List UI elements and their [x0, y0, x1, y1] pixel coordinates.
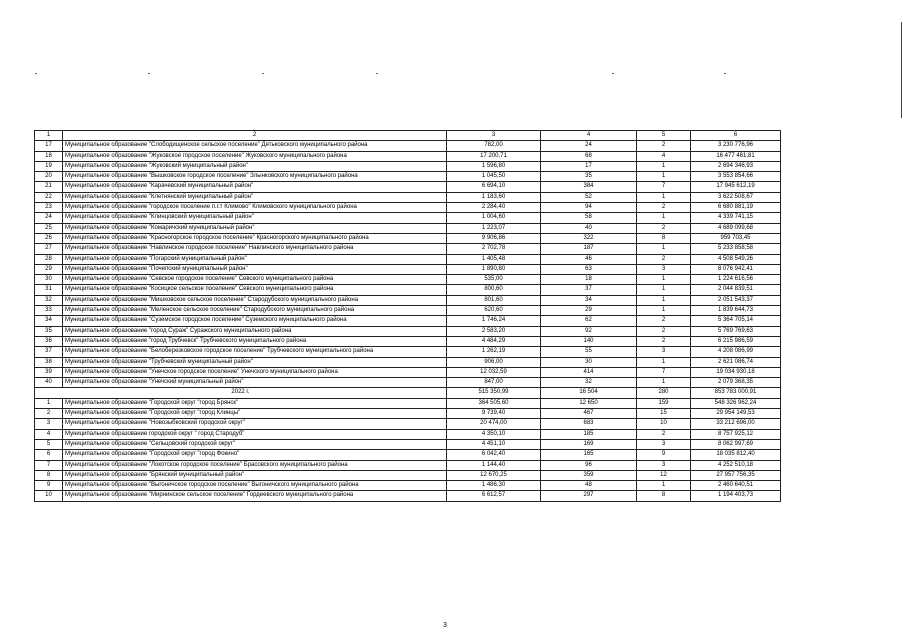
table-cell: 1 194 403,73 [691, 491, 781, 501]
table-cell: Муниципальное образование "Вышковское городское поселение" Злынковского муниципального района [63, 172, 447, 182]
table-cell: 1 262,19 [447, 347, 541, 357]
table-cell: 34 [541, 295, 637, 305]
table-cell: 6 680 881,19 [691, 203, 781, 213]
scan-speck [376, 73, 378, 74]
table-cell: 2 284,40 [447, 203, 541, 213]
table-cell: 2 460 640,51 [691, 481, 781, 491]
table-cell: 16 477 461,81 [691, 151, 781, 161]
table-cell: 6 694,10 [447, 182, 541, 192]
table-cell: 2 621 086,74 [691, 357, 781, 367]
table-cell: Муниципальное образование "Мишковское сельское поселение" Стародубского муниципального района [63, 295, 447, 305]
table-cell: Муниципальное образование "Слободищенское сельское поселение" Дятьковского муниципального района [63, 141, 447, 151]
table-cell: 24 [541, 141, 637, 151]
table-row [35, 367, 781, 377]
table-cell: Муниципальное образование "Белоберезковское городское поселение" Трубчевского муниципального района [63, 347, 447, 357]
table-cell: 4 339 741,15 [691, 213, 781, 223]
table-row [35, 378, 781, 388]
table-cell: 2 079 368,35 [691, 378, 781, 388]
table-cell: 34 [35, 316, 63, 326]
table-cell: Муниципальное образование "Мирнинское сельское поселение" Гордеевского муниципального района [63, 491, 447, 501]
table-cell: 5 769 769,63 [691, 326, 781, 336]
scan-speck [262, 73, 264, 74]
table-cell: 1 [637, 357, 691, 367]
table-cell: 3 [35, 419, 63, 429]
table-cell: 2 [637, 429, 691, 439]
table-cell: Муниципальное образование "Севское городское поселение" Севского муниципального района [63, 275, 447, 285]
table-cell: Муниципальное образование "Жуковский муниципальный район" [63, 161, 447, 171]
table-cell: 18 035 812,40 [691, 450, 781, 460]
table-cell: 63 [541, 264, 637, 274]
header-cell: 6 [691, 131, 781, 141]
table-cell: Муниципальное образование "Меленское сельское поселение" Стародубского муниципального района [63, 306, 447, 316]
table-cell: Муниципальное образование "Унечский муниципальный район" [63, 378, 447, 388]
table-cell: 20 [35, 172, 63, 182]
table-row [35, 429, 781, 439]
table-cell: 4 508 549,26 [691, 254, 781, 264]
table-row [35, 439, 781, 449]
table-cell: 38 [35, 357, 63, 367]
table-cell: 12 032,59 [447, 367, 541, 377]
column-number-row [35, 131, 781, 141]
table-row [35, 306, 781, 316]
header-cell: 5 [637, 131, 691, 141]
table-row [35, 254, 781, 264]
table-cell: 1 890,80 [447, 264, 541, 274]
table-cell: 165 [541, 450, 637, 460]
table-cell: 12 650 [541, 398, 637, 408]
table-cell: Муниципальное образование "Брянский муниципальный район" [63, 470, 447, 480]
table-cell: 297 [541, 491, 637, 501]
table-cell: 3 622 508,67 [691, 192, 781, 202]
table-row [35, 347, 781, 357]
table-cell: 6 [35, 450, 63, 460]
table-cell: Муниципальное образование "Новозыбковский городской округ" [63, 419, 447, 429]
table-row [35, 295, 781, 305]
table-cell: 359 [541, 470, 637, 480]
table-cell: 1 [637, 244, 691, 254]
table-cell: 4 [637, 151, 691, 161]
table-cell: 3 [637, 460, 691, 470]
table-cell: 40 [35, 378, 63, 388]
table-cell: 27 [35, 244, 63, 254]
table-cell: 17 200,71 [447, 151, 541, 161]
table-row [35, 409, 781, 419]
table-row [35, 470, 781, 480]
table-row [35, 419, 781, 429]
table-cell: 3 [637, 264, 691, 274]
table-cell: 187 [541, 244, 637, 254]
table-cell: 1 004,60 [447, 213, 541, 223]
table-row [35, 223, 781, 233]
table-cell: Муниципальное образование "Локотское городское поселение" Брасовского муниципального района [63, 460, 447, 470]
table-cell: 384 [541, 182, 637, 192]
table-cell: 364 505,60 [447, 398, 541, 408]
table-row [35, 336, 781, 346]
table-cell: 27 957 756,35 [691, 470, 781, 480]
table-cell: Муниципальное образование "Навлинское городское поселение" Навлинского муниципального района [63, 244, 447, 254]
table-cell: 9 739,40 [447, 409, 541, 419]
table-cell: 140 [541, 336, 637, 346]
table-cell: 683 [541, 419, 637, 429]
scan-speck [724, 73, 726, 74]
table-cell: 12 [637, 470, 691, 480]
table-cell: 19 [35, 161, 63, 171]
table-cell: 26 [35, 233, 63, 243]
data-table [34, 130, 781, 502]
table-cell: 185 [541, 429, 637, 439]
table-cell: 6 215 986,59 [691, 336, 781, 346]
table-cell: 4 484,29 [447, 336, 541, 346]
table-cell: 2 [637, 254, 691, 264]
table-cell: Муниципальное образование "городское поселение п.г.т Климово" Климовского муниципального района [63, 203, 447, 213]
table-cell: 414 [541, 367, 637, 377]
table-row [35, 460, 781, 470]
table-cell: 46 [541, 254, 637, 264]
table-cell: 8 062 997,69 [691, 439, 781, 449]
scan-speck [612, 73, 614, 74]
table-row [35, 398, 781, 408]
table-cell: 1 223,07 [447, 223, 541, 233]
table-cell: 159 [637, 398, 691, 408]
header-cell: 2 [63, 131, 447, 141]
table-cell: Муниципальное образование "Городской округ "город Клинцы" [63, 409, 447, 419]
table-cell: Муниципальное образование "Комаричский муниципальный район" [63, 223, 447, 233]
table-cell: Муниципальное образование "Жуковское городское поселение" Жуковского муниципального района [63, 151, 447, 161]
table-cell: Муниципальное образование "Карачевский муниципальный район" [63, 182, 447, 192]
table-cell: 22 [35, 192, 63, 202]
subtotal-cell: 280 [637, 388, 691, 398]
table-cell: 29 [541, 306, 637, 316]
table-cell: 9 [35, 481, 63, 491]
table-cell: 6 612,57 [447, 491, 541, 501]
table-cell: 5 364 705,14 [691, 316, 781, 326]
table-row [35, 233, 781, 243]
table-cell: 21 [35, 182, 63, 192]
table-row [35, 491, 781, 501]
table-cell: 9 906,86 [447, 233, 541, 243]
table-cell: 4 451,10 [447, 439, 541, 449]
table-cell: 1 596,80 [447, 161, 541, 171]
table-cell: 2 [637, 316, 691, 326]
table-cell: 35 [35, 326, 63, 336]
table-cell: Муниципальное образование "Сельцовский городской округ" [63, 439, 447, 449]
table-cell: 620,60 [447, 306, 541, 316]
table-cell: 18 [541, 275, 637, 285]
table-row [35, 141, 781, 151]
table-cell: 39 [35, 367, 63, 377]
table-row [35, 203, 781, 213]
header-cell: 3 [447, 131, 541, 141]
scan-speck [35, 73, 37, 74]
table-row [35, 244, 781, 254]
table-cell: 30 [541, 357, 637, 367]
header-cell: 4 [541, 131, 637, 141]
table-cell: 2 [637, 326, 691, 336]
table-cell: 2 051 543,37 [691, 295, 781, 305]
table-cell: 96 [541, 460, 637, 470]
table-cell: 1 [637, 275, 691, 285]
table-cell: Муниципальное образование "Суземское городское поселение" Суземского муниципального района [63, 316, 447, 326]
table-cell: Муниципальное образование "Клетнянский муниципальный район" [63, 192, 447, 202]
table-cell: 62 [541, 316, 637, 326]
table-cell: 17 945 612,19 [691, 182, 781, 192]
table-cell: 52 [541, 192, 637, 202]
table-cell: 4 208 086,99 [691, 347, 781, 357]
table-cell: 30 [35, 275, 63, 285]
table-row [35, 264, 781, 274]
table-cell: Муниципальное образование городской округ " город Стародуб" [63, 429, 447, 439]
table-cell: 58 [541, 213, 637, 223]
table-cell: 1 [637, 161, 691, 171]
table-cell: 29 954 149,53 [691, 409, 781, 419]
table-cell: 467 [541, 409, 637, 419]
page-edge-rule [901, 22, 902, 118]
table-cell: 548 326 962,24 [691, 398, 781, 408]
table-row [35, 450, 781, 460]
table-cell: 40 [541, 223, 637, 233]
table-cell: 801,60 [447, 295, 541, 305]
table-cell: 4 [35, 429, 63, 439]
table-cell: 1 [637, 295, 691, 305]
table-cell: 2 694 346,93 [691, 161, 781, 171]
table-cell: 55 [541, 347, 637, 357]
table-cell: 1 224 616,56 [691, 275, 781, 285]
table-cell: 2 044 839,51 [691, 285, 781, 295]
table-cell: 3 [637, 439, 691, 449]
table-cell: 36 [35, 336, 63, 346]
table-cell: 906,00 [447, 357, 541, 367]
table-cell: 3 [637, 347, 691, 357]
table-cell: 322 [541, 233, 637, 243]
subtotal-cell: 853 783 000,91 [691, 388, 781, 398]
table-cell: 5 233 858,58 [691, 244, 781, 254]
table-cell: Муниципальное образование "Красногорское городское поселение" Красногорского муниципального района [63, 233, 447, 243]
table-cell: 2 [637, 223, 691, 233]
table-cell: 1 [637, 285, 691, 295]
table-cell: 4 350,10 [447, 429, 541, 439]
table-cell: Муниципальное образование "Городской округ "город Фокино" [63, 450, 447, 460]
table-cell: 1 [637, 213, 691, 223]
table-cell: 25 [35, 223, 63, 233]
table-cell: 1 183,60 [447, 192, 541, 202]
table-cell: 20 474,00 [447, 419, 541, 429]
table-cell: 8 [637, 491, 691, 501]
table-cell: 1 746,24 [447, 316, 541, 326]
table-row [35, 151, 781, 161]
table-cell: 1 839 644,73 [691, 306, 781, 316]
table-cell: 8 757 925,12 [691, 429, 781, 439]
table-cell: 1 144,40 [447, 460, 541, 470]
table-cell: 169 [541, 439, 637, 449]
table-cell: 33 [35, 306, 63, 316]
table-cell: 18 [35, 151, 63, 161]
table-cell: 94 [541, 203, 637, 213]
table-cell: 2 [35, 409, 63, 419]
table-cell: 3 553 854,66 [691, 172, 781, 182]
subtotal-cell: 515 350,99 [447, 388, 541, 398]
table-cell: 35 [541, 172, 637, 182]
table-cell: 17 [541, 161, 637, 171]
table-cell: 31 [35, 285, 63, 295]
table-cell: 2 583,20 [447, 326, 541, 336]
scan-speck [148, 73, 150, 74]
table-cell: 6 042,40 [447, 450, 541, 460]
table-cell: 12 670,25 [447, 470, 541, 480]
table-cell: 92 [541, 326, 637, 336]
table-cell: 8 076 942,41 [691, 264, 781, 274]
table-cell: 7 [637, 367, 691, 377]
table-cell: 7 [637, 182, 691, 192]
table-cell: 959 703,45 [691, 233, 781, 243]
subtotal-row [35, 388, 781, 398]
table-cell: Муниципальное образование "город Трубчевск" Трубчевского муниципального района [63, 336, 447, 346]
subtotal-cell: 16 504 [541, 388, 637, 398]
table-cell: 33 212 696,00 [691, 419, 781, 429]
table-cell: 800,60 [447, 285, 541, 295]
table-cell: Муниципальное образование "Косицкое сельское поселение" Севского муниципального района [63, 285, 447, 295]
table-cell: Муниципальное образование "Почепский муниципальный район" [63, 264, 447, 274]
table-row [35, 357, 781, 367]
table-cell: Муниципальное образование "город Сураж" Суражского муниципального района [63, 326, 447, 336]
table-row [35, 172, 781, 182]
table-cell: 1 [637, 172, 691, 182]
table-cell: Муниципальное образование "Клинцовский муниципальный район" [63, 213, 447, 223]
table-cell: 782,00 [447, 141, 541, 151]
table-cell: 23 [35, 203, 63, 213]
table-cell: 19 034 930,18 [691, 367, 781, 377]
table-cell: 32 [35, 295, 63, 305]
table-row [35, 192, 781, 202]
table-cell: 37 [35, 347, 63, 357]
page-number: 3 [443, 622, 447, 629]
table-cell: Муниципальное образование "Выгоничское городское поселение" Выгоничского муниципального района [63, 481, 447, 491]
table-cell: 2 702,78 [447, 244, 541, 254]
table-row [35, 213, 781, 223]
table-row [35, 481, 781, 491]
table-row [35, 161, 781, 171]
table-cell: 8 [637, 233, 691, 243]
table-cell: Муниципальное образование "Городской округ "город Брянск" [63, 398, 447, 408]
table-cell: 9 [637, 450, 691, 460]
table-cell: 2 [637, 141, 691, 151]
table-cell: 535,00 [447, 275, 541, 285]
table-cell: 1 [637, 192, 691, 202]
table-cell: 10 [35, 491, 63, 501]
table-cell: 37 [541, 285, 637, 295]
table-cell: 68 [541, 151, 637, 161]
table-cell: 4 252 510,18 [691, 460, 781, 470]
table-cell: 32 [541, 378, 637, 388]
table-cell: Муниципальное образование "Унечское городское поселение" Унечского муниципального района [63, 367, 447, 377]
table-cell: 2 [637, 336, 691, 346]
table-cell: 1 486,30 [447, 481, 541, 491]
table-cell: 7 [35, 460, 63, 470]
table-cell: 847,00 [447, 378, 541, 388]
table-cell: 3 230 776,96 [691, 141, 781, 151]
table-cell: 17 [35, 141, 63, 151]
table-row [35, 326, 781, 336]
table-cell: 4 689 099,68 [691, 223, 781, 233]
table-cell: 24 [35, 213, 63, 223]
table-row [35, 182, 781, 192]
table-cell: 5 [35, 439, 63, 449]
table-cell: 8 [35, 470, 63, 480]
table-row [35, 316, 781, 326]
table-cell: 1 045,50 [447, 172, 541, 182]
subtotal-label: 2022 г. [35, 388, 447, 398]
table-cell: 15 [637, 409, 691, 419]
table-cell: 10 [637, 419, 691, 429]
table-cell: 1 405,48 [447, 254, 541, 264]
table-cell: 1 [637, 306, 691, 316]
table-cell: 1 [637, 481, 691, 491]
table-cell: 1 [637, 378, 691, 388]
table-cell: 2 [637, 203, 691, 213]
table-cell: 28 [35, 254, 63, 264]
table-cell: Муниципальное образование "Погарский муниципальный район" [63, 254, 447, 264]
table-cell: 1 [35, 398, 63, 408]
table-row [35, 285, 781, 295]
header-cell: 1 [35, 131, 63, 141]
table-cell: 29 [35, 264, 63, 274]
table-cell: 48 [541, 481, 637, 491]
table-cell: Муниципальное образование "Трубчевский муниципальный район" [63, 357, 447, 367]
table-row [35, 275, 781, 285]
